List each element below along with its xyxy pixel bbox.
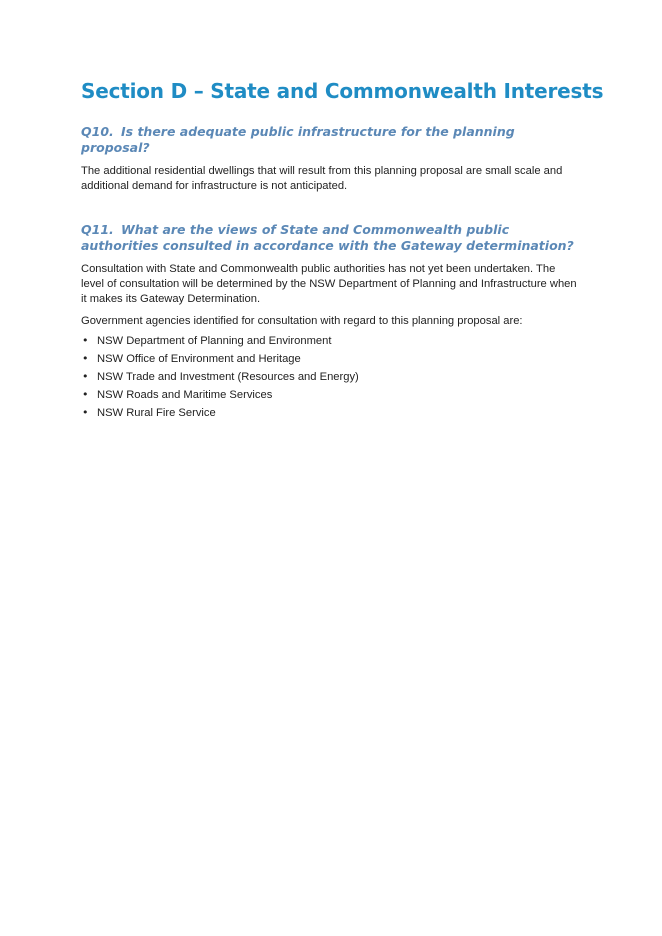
page-content	[81, 78, 604, 422]
question-number: Q10.	[81, 124, 114, 139]
bullet-icon: •	[82, 370, 89, 383]
bullet-icon: •	[82, 352, 89, 365]
list-item-text: NSW Rural Fire Service	[97, 407, 216, 419]
bullet-icon: •	[82, 334, 89, 347]
list-item-text: NSW Roads and Maritime Services	[97, 389, 273, 401]
answer-q11-paragraph-1: Consultation with State and Commonwealth public authorities has not yet been undertaken. The level of consultation will be determined by the NSW Department of Planning and Infrastructure when it makes its Gateway Determination.	[81, 263, 577, 305]
question-text: What are the views of State and Commonwealth public authorities consulted in accordance with the Gateway determination?	[81, 222, 574, 253]
list-item	[81, 350, 581, 368]
list-item-text: NSW Office of Environment and Heritage	[97, 353, 301, 365]
question-number: Q11.	[81, 222, 114, 237]
list-item	[81, 404, 581, 422]
list-item-text: NSW Trade and Investment (Resources and Energy)	[97, 371, 359, 383]
bullet-icon: •	[82, 388, 89, 401]
answer-q11-paragraph-2: Government agencies identified for consultation with regard to this planning proposal are:	[81, 315, 523, 327]
answer-q10: The additional residential dwellings that will result from this planning proposal are small scale and additional demand for infrastructure is not anticipated.	[81, 165, 563, 192]
list-item	[81, 368, 581, 386]
question-q10	[81, 124, 581, 156]
list-item	[81, 386, 581, 404]
question-q11	[81, 222, 581, 254]
bullet-icon: •	[82, 406, 89, 419]
list-item-text: NSW Department of Planning and Environment	[97, 335, 332, 347]
list-item	[81, 332, 581, 350]
question-text: Is there adequate public infrastructure for the planning proposal?	[81, 124, 515, 155]
section-title: Section D – State and Commonwealth Interests	[81, 79, 604, 103]
agency-list	[81, 332, 581, 422]
